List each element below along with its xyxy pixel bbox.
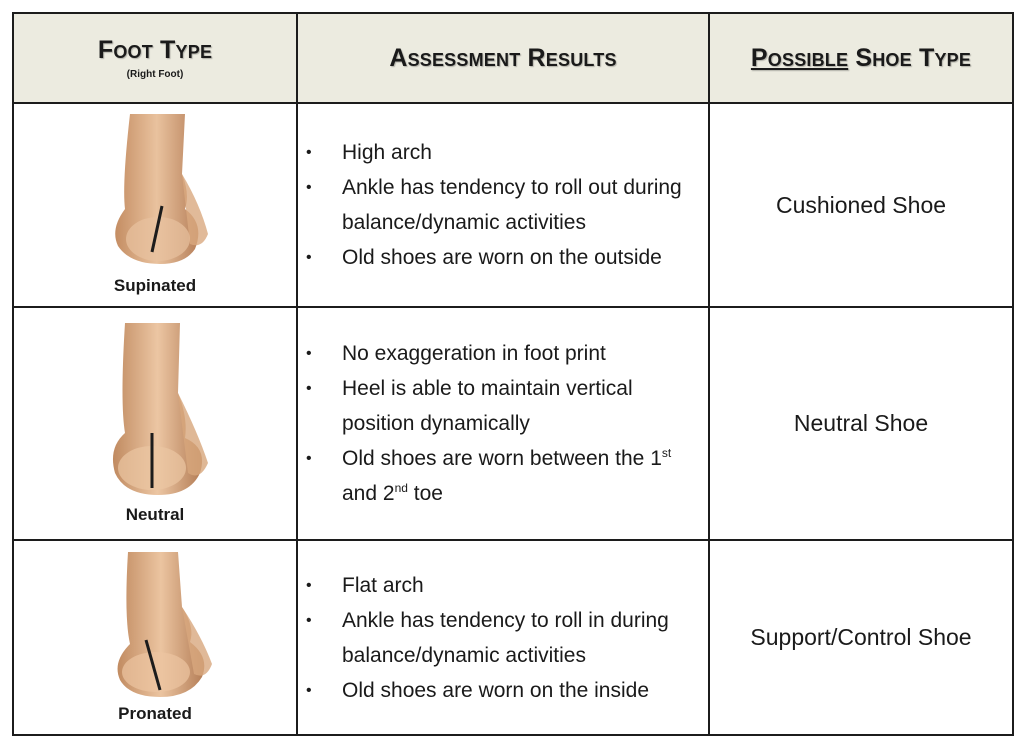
list-item: • Ankle has tendency to roll out during balance/dynamic activities xyxy=(342,170,708,240)
shoe-type-cell: Cushioned Shoe xyxy=(709,103,1013,307)
list-item: • Ankle has tendency to roll in during balance/dynamic activities xyxy=(342,603,708,673)
bullet-icon: • xyxy=(306,611,312,629)
assessment-cell xyxy=(297,540,709,735)
pronated-foot-image xyxy=(90,552,220,702)
list-item: • Flat arch xyxy=(342,568,708,603)
header-foot-type xyxy=(13,13,297,103)
foot-image-cell xyxy=(13,540,297,735)
bullet-icon: • xyxy=(306,144,312,161)
foot-image-cell xyxy=(13,307,297,540)
bullet-icon: • xyxy=(306,249,312,266)
list-item: • Heel is able to maintain vertical position dynamically xyxy=(342,371,708,441)
foot-label: Neutral xyxy=(125,504,185,524)
header-foot-type-subtitle: (Right Foot) xyxy=(126,69,184,80)
foot-image-cell xyxy=(13,103,297,307)
assessment-list xyxy=(298,568,708,708)
bullet-icon: • xyxy=(306,380,312,397)
bullet-icon: • xyxy=(306,576,312,594)
list-item: • Old shoes are worn on the inside xyxy=(342,673,708,708)
header-row xyxy=(13,13,1013,103)
assessment-list xyxy=(298,135,708,275)
header-shoe-type xyxy=(709,13,1013,103)
supinated-foot-image xyxy=(90,114,220,274)
header-assessment xyxy=(297,13,709,103)
neutral-foot-image xyxy=(90,323,220,503)
header-shoe-type-title xyxy=(710,44,1012,73)
table-row xyxy=(13,307,1013,540)
shoe-type-cell: Support/Control Shoe xyxy=(709,540,1013,735)
foot-label: Supinated xyxy=(113,276,197,295)
table-row xyxy=(13,103,1013,307)
assessment-list xyxy=(298,336,708,511)
bullet-icon: • xyxy=(306,179,312,196)
bullet-icon: • xyxy=(306,681,312,699)
foot-type-table xyxy=(12,12,1014,736)
list-item: • Old shoes are worn between the 1st and 2nd toe xyxy=(342,441,708,511)
list-item: • No exaggeration in foot print xyxy=(342,336,708,371)
assessment-cell xyxy=(297,307,709,540)
header-shoe-rest: Shoe Type xyxy=(848,43,972,72)
header-shoe-underlined: Possible xyxy=(750,43,849,72)
header-assessment-title: Assessment Results xyxy=(389,43,617,72)
foot-label: Pronated xyxy=(118,703,192,723)
list-item: • High arch xyxy=(342,135,708,170)
table-row xyxy=(13,540,1013,735)
assessment-cell xyxy=(297,103,709,307)
bullet-icon: • xyxy=(306,345,312,362)
bullet-icon: • xyxy=(306,450,312,467)
shoe-type-cell: Neutral Shoe xyxy=(709,307,1013,540)
list-item: • Old shoes are worn on the outside xyxy=(342,240,708,275)
header-foot-type-title: Foot Type xyxy=(97,36,213,64)
